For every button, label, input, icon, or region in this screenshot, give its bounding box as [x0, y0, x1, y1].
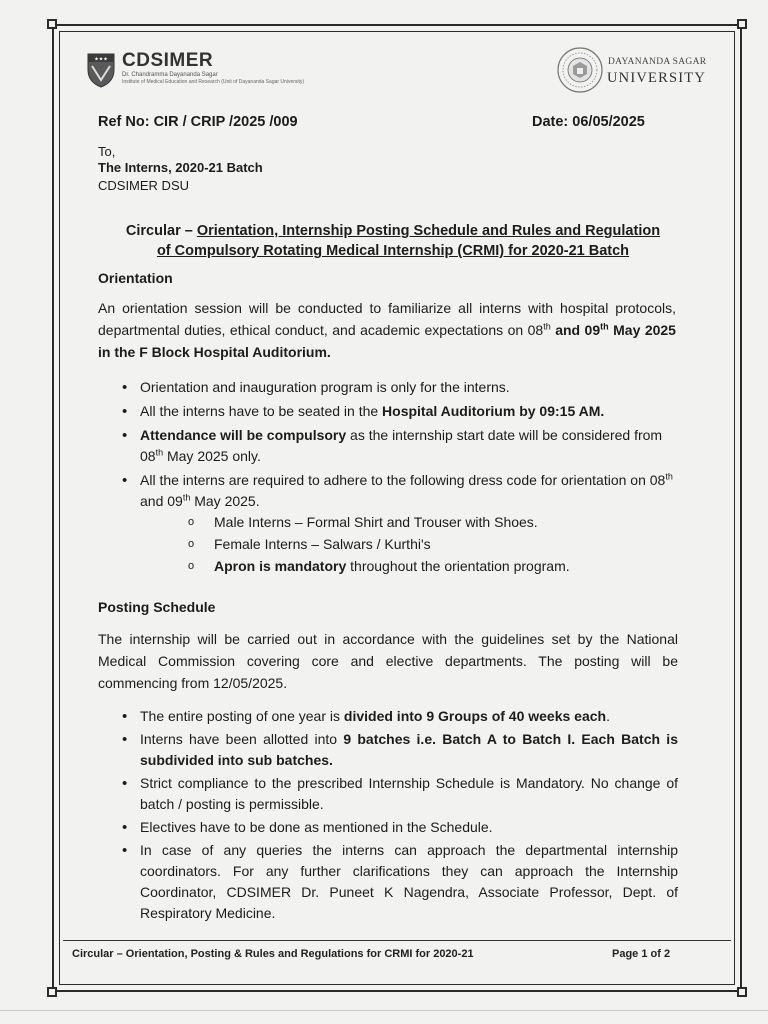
svg-text:★★★: ★★★	[94, 56, 108, 63]
list-item: • Orientation and inauguration program is only for the interns.	[118, 377, 678, 398]
page-number: Page 1 of 2	[612, 948, 671, 960]
posting-paragraph: The internship will be carried out in accordance with the guidelines set by the National Medical Commission covering core and elective departments. The posting will be commencing from 12/05/2025.	[98, 631, 678, 691]
list-item: • Strict compliance to the prescribed Internship Schedule is Mandatory. No change of batch / posting is permissible.	[118, 773, 678, 815]
dsu-logo	[556, 46, 716, 98]
cdsimer-brand: CDSIMER	[122, 50, 214, 71]
border-corner	[737, 19, 747, 29]
cdsimer-shield-icon	[86, 52, 116, 88]
cdsimer-subtitle-2: Institute of Medical Education and Research (Unit of Dayananda Sagar University)	[122, 79, 305, 85]
posting-bullets	[118, 706, 678, 926]
list-item: • The entire posting of one year is divided into 9 Groups of 40 weeks each.	[118, 706, 678, 727]
circular-title: Circular – Orientation, Internship Posting Schedule and Rules and Regulation of Compulsory Rotating Medical Internship (CRMI) for 2020-21 Batch	[125, 223, 661, 259]
recipient: The Interns, 2020-21 Batch	[98, 160, 263, 175]
dsu-name-bottom: UNIVERSITY	[607, 70, 706, 86]
posting-schedule-heading: Posting Schedule	[98, 599, 216, 615]
list-item: • All the interns are required to adhere to the following dress code for orientation on 08th and 09th May 2025. o Male Interns – Formal Shirt and Trouser with Shoes. o Female Interns – Salwars / Kurthi's o Apron is mandatory throughout the orientation program.	[118, 470, 678, 577]
border-corner	[47, 987, 57, 997]
recipient-org: CDSIMER DSU	[98, 178, 190, 193]
list-item: o Apron is mandatory throughout the orientation program.	[188, 556, 678, 577]
list-item: o Male Interns – Formal Shirt and Trouser with Shoes.	[188, 512, 678, 533]
reference-number: Ref No: CIR / CRIP /2025 /009	[98, 114, 298, 130]
scan-edge-line	[0, 1010, 768, 1011]
orientation-heading: Orientation	[98, 270, 173, 286]
list-item: • In case of any queries the interns can approach the departmental internship coordinators. For any further clarifications they can approach the Internship Coordinator, CDSIMER Dr. Puneet K Nagendra, Associate Professor, Dept. of Respiratory Medicine.	[118, 840, 678, 924]
border-corner	[47, 19, 57, 29]
cdsimer-subtitle: Dr. Chandramma Dayananda Sagar	[122, 72, 218, 78]
dress-code-list	[140, 512, 678, 577]
footer-title: Circular – Orientation, Posting & Rules and Regulations for CRMI for 2020-21	[72, 948, 474, 960]
cdsimer-logo	[86, 48, 305, 92]
university-seal-icon	[556, 46, 604, 94]
border-corner	[737, 987, 747, 997]
to-label: To,	[98, 144, 116, 159]
list-item: o Female Interns – Salwars / Kurthi's	[188, 534, 678, 555]
list-item: • All the interns have to be seated in the Hospital Auditorium by 09:15 AM.	[118, 401, 678, 422]
circular-date: Date: 06/05/2025	[532, 114, 645, 130]
list-item: • Electives have to be done as mentioned in the Schedule.	[118, 817, 678, 838]
orientation-bullets	[118, 377, 678, 580]
list-item: • Attendance will be compulsory as the internship start date will be considered from 08th May 2025 only.	[118, 425, 678, 467]
footer-divider	[63, 940, 731, 941]
orientation-paragraph: An orientation session will be conducted to familiarize all interns with hospital protocols, departmental duties, ethical conduct, and academic expectations on 08th and 09th May 2025 in the F Block Hospital Auditorium.	[98, 300, 676, 360]
dsu-name-top: DAYANANDA SAGAR	[608, 57, 707, 67]
list-item: • Interns have been allotted into 9 batches i.e. Batch A to Batch I. Each Batch is subdivided into sub batches.	[118, 729, 678, 771]
